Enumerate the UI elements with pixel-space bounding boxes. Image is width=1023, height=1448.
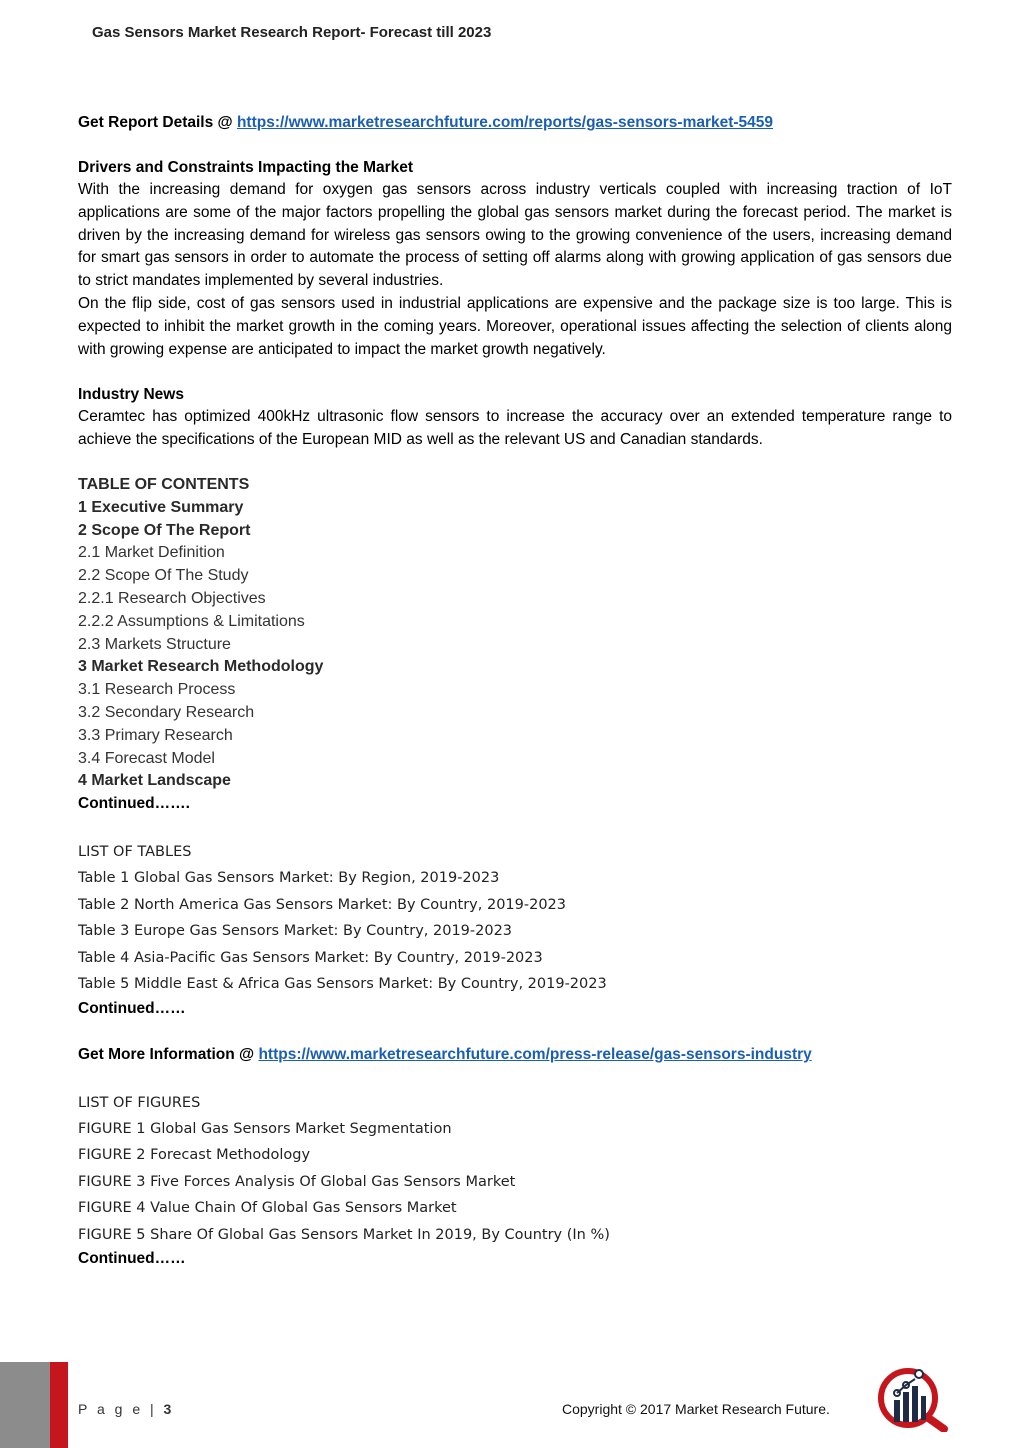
toc-list: [78, 497, 952, 793]
toc-continued: Continued…….: [78, 795, 190, 813]
report-details-line: [78, 111, 952, 134]
table-list-item: Table 2 North America Gas Sensors Market: By Country, 2019-2023: [78, 896, 567, 913]
footer-gray-bar: [0, 1362, 50, 1448]
figure-list-item: FIGURE 3 Five Forces Analysis Of Global Gas Sensors Market: [78, 1173, 516, 1190]
figures-heading: LIST OF FIGURES: [78, 1094, 201, 1111]
table-list-item: Table 1 Global Gas Sensors Market: By Region, 2019-2023: [78, 870, 500, 887]
toc-item: 2.3 Markets Structure: [78, 635, 231, 653]
page-header-title: Gas Sensors Market Research Report- Forecast till 2023: [92, 24, 492, 41]
figure-list-item: FIGURE 1 Global Gas Sensors Market Segmentation: [78, 1120, 452, 1137]
toc-item: 3.4 Forecast Model: [78, 749, 215, 767]
industry-news-heading: Industry News: [78, 386, 184, 404]
toc-heading: TABLE OF CONTENTS: [78, 475, 250, 493]
figure-list-item: FIGURE 4 Value Chain Of Global Gas Sensors Market: [78, 1200, 457, 1217]
footer-red-bar: [50, 1362, 68, 1448]
tables-continued: Continued……: [78, 999, 186, 1017]
toc-item: 2 Scope Of The Report: [78, 521, 251, 539]
table-list-item: Table 3 Europe Gas Sensors Market: By Country, 2019-2023: [78, 923, 513, 940]
copyright-text: Copyright © 2017 Market Research Future.: [562, 1401, 830, 1417]
figure-list-item: FIGURE 5 Share Of Global Gas Sensors Market In 2019, By Country (In %): [78, 1226, 610, 1243]
document-body: [78, 111, 952, 1270]
drivers-heading: Drivers and Constraints Impacting the Market: [78, 159, 414, 176]
page-label-text: P a g e |: [78, 1401, 164, 1417]
toc-item: 3.1 Research Process: [78, 681, 236, 699]
toc-item: 3.2 Secondary Research: [78, 703, 255, 721]
industry-news-paragraph: Ceramtec has optimized 400kHz ultrasonic flow sensors to increase the accuracy over an extended temperature range to achieve the specifications of the European MID as well as the relevant US and Canadian standards.: [78, 408, 952, 449]
toc-item: 2.1 Market Definition: [78, 544, 225, 562]
toc-item: 3 Market Research Methodology: [78, 658, 324, 676]
drivers-paragraph-2: On the flip side, cost of gas sensors used in industrial applications are expensive and the package size is too large. This is expected to inhibit the market growth in the coming years. Moreover, operational issues affecting the selection of clients along with growing expense are anticipated to impact the market growth negatively.: [78, 294, 952, 358]
toc-item: 3.3 Primary Research: [78, 726, 233, 744]
figure-list-item: FIGURE 2 Forecast Methodology: [78, 1147, 311, 1164]
figures-list: [78, 1116, 952, 1249]
market-research-future-logo-icon: [874, 1366, 952, 1432]
page-number-label: [78, 1401, 171, 1417]
more-info-link[interactable]: https://www.marketresearchfuture.com/press-release/gas-sensors-industry: [258, 1045, 812, 1063]
toc-item: 2.2.1 Research Objectives: [78, 589, 266, 607]
page-number: 3: [163, 1401, 172, 1417]
drivers-paragraph-1: With the increasing demand for oxygen gas sensors across industry verticals coupled with increasing traction of IoT applications are some of the major factors propelling the global gas sensors market during the forecast period. The market is driven by the increasing demand for wireless gas sensors owing to the growing convenience of the users, increasing demand for smart gas sensors in order to automate the process of setting off alarms along with growing application of gas sensors due to strict mandates implemented by several industries.: [78, 181, 952, 290]
more-info-line: [78, 1043, 952, 1066]
table-list-item: Table 5 Middle East & Africa Gas Sensors Market: By Country, 2019-2023: [78, 976, 607, 993]
report-details-label: Get Report Details @: [78, 114, 237, 131]
tables-heading: LIST OF TABLES: [78, 844, 192, 861]
table-list-item: Table 4 Asia-Pacific Gas Sensors Market: By Country, 2019-2023: [78, 949, 543, 966]
toc-item: 4 Market Landscape: [78, 772, 231, 790]
toc-item: 1 Executive Summary: [78, 498, 244, 516]
more-info-label: Get More Information @: [78, 1045, 259, 1063]
toc-item: 2.2.2 Assumptions & Limitations: [78, 612, 305, 630]
toc-item: 2.2 Scope Of The Study: [78, 567, 249, 585]
figures-continued: Continued……: [78, 1250, 186, 1268]
tables-list: [78, 865, 952, 998]
report-details-link[interactable]: https://www.marketresearchfuture.com/reports/gas-sensors-market-5459: [236, 114, 774, 131]
